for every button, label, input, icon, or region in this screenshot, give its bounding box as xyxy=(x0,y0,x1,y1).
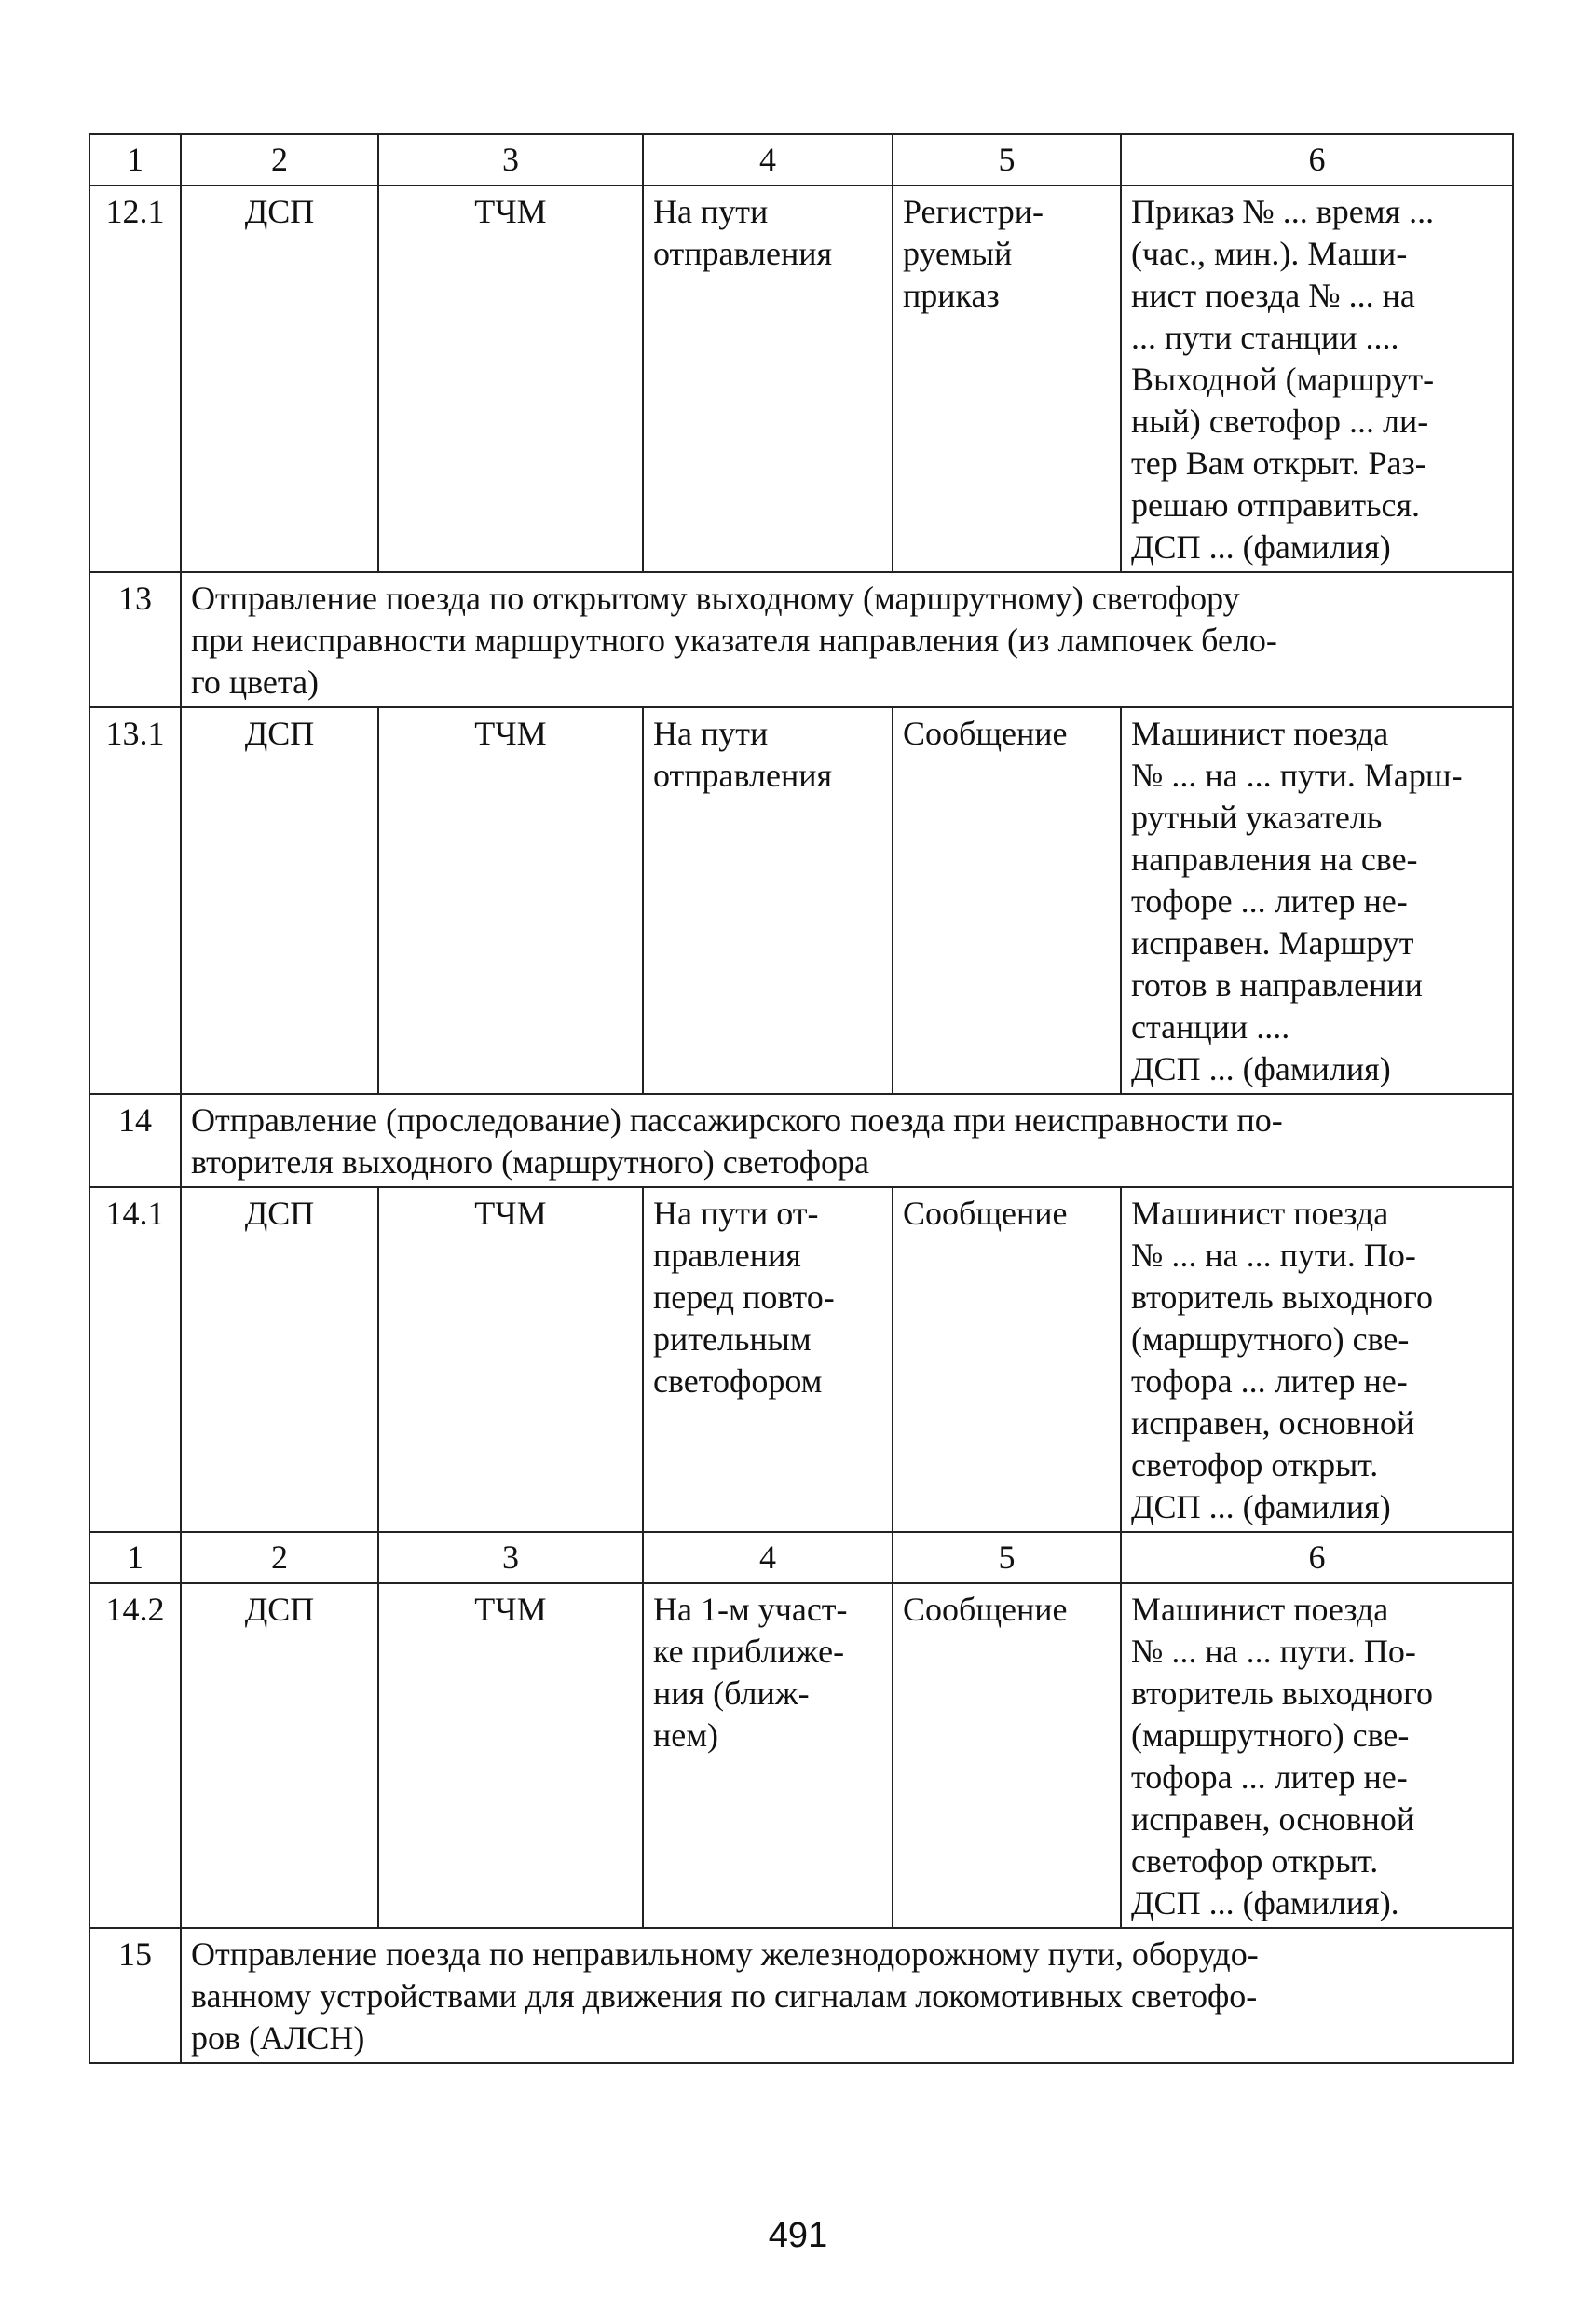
text-line: Приказ № ... время ... xyxy=(1131,193,1435,230)
row-number: 13 xyxy=(89,572,181,707)
text-line: отправления xyxy=(653,235,833,272)
text-line: направления на све- xyxy=(1131,841,1418,878)
text-line: тофора ... литер не- xyxy=(1131,1362,1408,1400)
header-cell-6: 6 xyxy=(1121,134,1513,185)
text-line: тофоре ... литер не- xyxy=(1131,882,1408,920)
text-line: приказ xyxy=(903,277,1000,314)
row-number: 13.1 xyxy=(89,707,181,1094)
recipient-cell: ТЧМ xyxy=(378,707,643,1094)
text-line: отправления xyxy=(653,757,833,794)
message-text-cell xyxy=(1121,707,1513,1094)
text-line: исправен, основной xyxy=(1131,1800,1415,1838)
text-line: № ... на ... пути. По- xyxy=(1131,1237,1416,1274)
text-line: Машинист поезда xyxy=(1131,1591,1389,1628)
form-cell xyxy=(893,185,1121,572)
text-line: (маршрутного) све- xyxy=(1131,1320,1410,1358)
text-line: вторитель выходного xyxy=(1131,1279,1433,1316)
location-cell xyxy=(643,185,893,572)
text-line: Отправление поезда по неправильному железнодорожному пути, оборудо- xyxy=(191,1935,1259,1973)
text-line: Отправление поезда по открытому выходному (маршрутному) светофору xyxy=(191,580,1240,617)
recipient-cell: ТЧМ xyxy=(378,1187,643,1532)
section-title-cell xyxy=(181,572,1513,707)
row-number: 15 xyxy=(89,1928,181,2063)
text-line: правления xyxy=(653,1237,801,1274)
location-cell xyxy=(643,1187,893,1532)
text-line: Машинист поезда xyxy=(1131,1195,1389,1232)
text-line: нем) xyxy=(653,1716,719,1754)
row-number: 14 xyxy=(89,1094,181,1187)
text-line: светофор открыт. xyxy=(1131,1842,1379,1880)
text-line: На пути xyxy=(653,193,769,230)
issuer-cell: ДСП xyxy=(181,707,378,1094)
text-line: ке приближе- xyxy=(653,1633,845,1670)
table-row xyxy=(89,707,1513,1094)
header-cell-4: 4 xyxy=(643,1532,893,1583)
table-header-row xyxy=(89,1532,1513,1583)
text-line: светофором xyxy=(653,1362,823,1400)
header-cell-3: 3 xyxy=(378,134,643,185)
text-line: го цвета) xyxy=(191,663,320,701)
location-cell xyxy=(643,1583,893,1928)
text-line: тофора ... литер не- xyxy=(1131,1758,1408,1796)
text-line: рительным xyxy=(653,1320,812,1358)
text-line: вторитель выходного xyxy=(1131,1675,1433,1712)
text-line: тер Вам открыт. Раз- xyxy=(1131,444,1426,482)
header-cell-4: 4 xyxy=(643,134,893,185)
location-cell xyxy=(643,707,893,1094)
section-row xyxy=(89,572,1513,707)
recipient-cell: ТЧМ xyxy=(378,1583,643,1928)
text-line: № ... на ... пути. По- xyxy=(1131,1633,1416,1670)
issuer-cell: ДСП xyxy=(181,185,378,572)
recipient-cell: ТЧМ xyxy=(378,185,643,572)
text-line: Регистри- xyxy=(903,193,1044,230)
message-text-cell xyxy=(1121,1583,1513,1928)
text-line: вторителя выходного (маршрутного) светофора xyxy=(191,1143,869,1181)
text-line: № ... на ... пути. Марш- xyxy=(1131,757,1463,794)
header-cell-3: 3 xyxy=(378,1532,643,1583)
text-line: светофор открыт. xyxy=(1131,1446,1379,1484)
text-line: ванному устройствами для движения по сигналам локомотивных светофо- xyxy=(191,1977,1258,2015)
table-row xyxy=(89,185,1513,572)
text-line: при неисправности маршрутного указателя направления (из лампочек бело- xyxy=(191,622,1277,659)
text-line: перед повто- xyxy=(653,1279,835,1316)
row-number: 12.1 xyxy=(89,185,181,572)
text-line: На 1-м участ- xyxy=(653,1591,848,1628)
text-line: ДСП ... (фамилия) xyxy=(1131,1488,1391,1525)
text-line: решаю отправиться. xyxy=(1131,486,1421,524)
text-line: Сообщение xyxy=(903,1195,1068,1232)
text-line: Сообщение xyxy=(903,1591,1068,1628)
form-cell xyxy=(893,707,1121,1094)
text-line: исправен. Маршрут xyxy=(1131,924,1414,962)
text-line: Выходной (маршрут- xyxy=(1131,361,1435,398)
text-line: руемый xyxy=(903,235,1013,272)
text-line: На пути от- xyxy=(653,1195,819,1232)
message-text-cell xyxy=(1121,185,1513,572)
header-cell-6: 6 xyxy=(1121,1532,1513,1583)
page-number: 491 xyxy=(768,2216,828,2255)
section-row xyxy=(89,1094,1513,1187)
table-row xyxy=(89,1583,1513,1928)
text-line: ров (АЛСН) xyxy=(191,2019,365,2057)
text-line: ДСП ... (фамилия) xyxy=(1131,528,1391,566)
form-cell xyxy=(893,1187,1121,1532)
text-line: готов в направлении xyxy=(1131,966,1423,1004)
header-cell-2: 2 xyxy=(181,1532,378,1583)
text-line: ... пути станции .... xyxy=(1131,319,1399,356)
section-title-cell xyxy=(181,1094,1513,1187)
text-line: Машинист поезда xyxy=(1131,715,1389,752)
text-line: ния (ближ- xyxy=(653,1675,810,1712)
text-line: ный) светофор ... ли- xyxy=(1131,403,1429,440)
text-line: (маршрутного) све- xyxy=(1131,1716,1410,1754)
text-line: станции .... xyxy=(1131,1008,1290,1046)
header-cell-5: 5 xyxy=(893,1532,1121,1583)
text-line: исправен, основной xyxy=(1131,1404,1415,1442)
section-title-cell xyxy=(181,1928,1513,2063)
header-cell-1: 1 xyxy=(89,134,181,185)
header-cell-5: 5 xyxy=(893,134,1121,185)
header-cell-2: 2 xyxy=(181,134,378,185)
table-header-row xyxy=(89,134,1513,185)
text-line: (час., мин.). Маши- xyxy=(1131,235,1408,272)
row-number: 14.1 xyxy=(89,1187,181,1532)
table-row xyxy=(89,1187,1513,1532)
text-line: ДСП ... (фамилия). xyxy=(1131,1884,1399,1921)
section-row xyxy=(89,1928,1513,2063)
instructions-table xyxy=(89,133,1514,2064)
text-line: нист поезда № ... на xyxy=(1131,277,1415,314)
text-line: На пути xyxy=(653,715,769,752)
issuer-cell: ДСП xyxy=(181,1187,378,1532)
text-line: ДСП ... (фамилия) xyxy=(1131,1050,1391,1087)
issuer-cell: ДСП xyxy=(181,1583,378,1928)
message-text-cell xyxy=(1121,1187,1513,1532)
text-line: Отправление (проследование) пассажирского поезда при неисправности по- xyxy=(191,1101,1283,1139)
text-line: рутный указатель xyxy=(1131,799,1383,836)
row-number: 14.2 xyxy=(89,1583,181,1928)
header-cell-1: 1 xyxy=(89,1532,181,1583)
form-cell xyxy=(893,1583,1121,1928)
text-line: Сообщение xyxy=(903,715,1068,752)
